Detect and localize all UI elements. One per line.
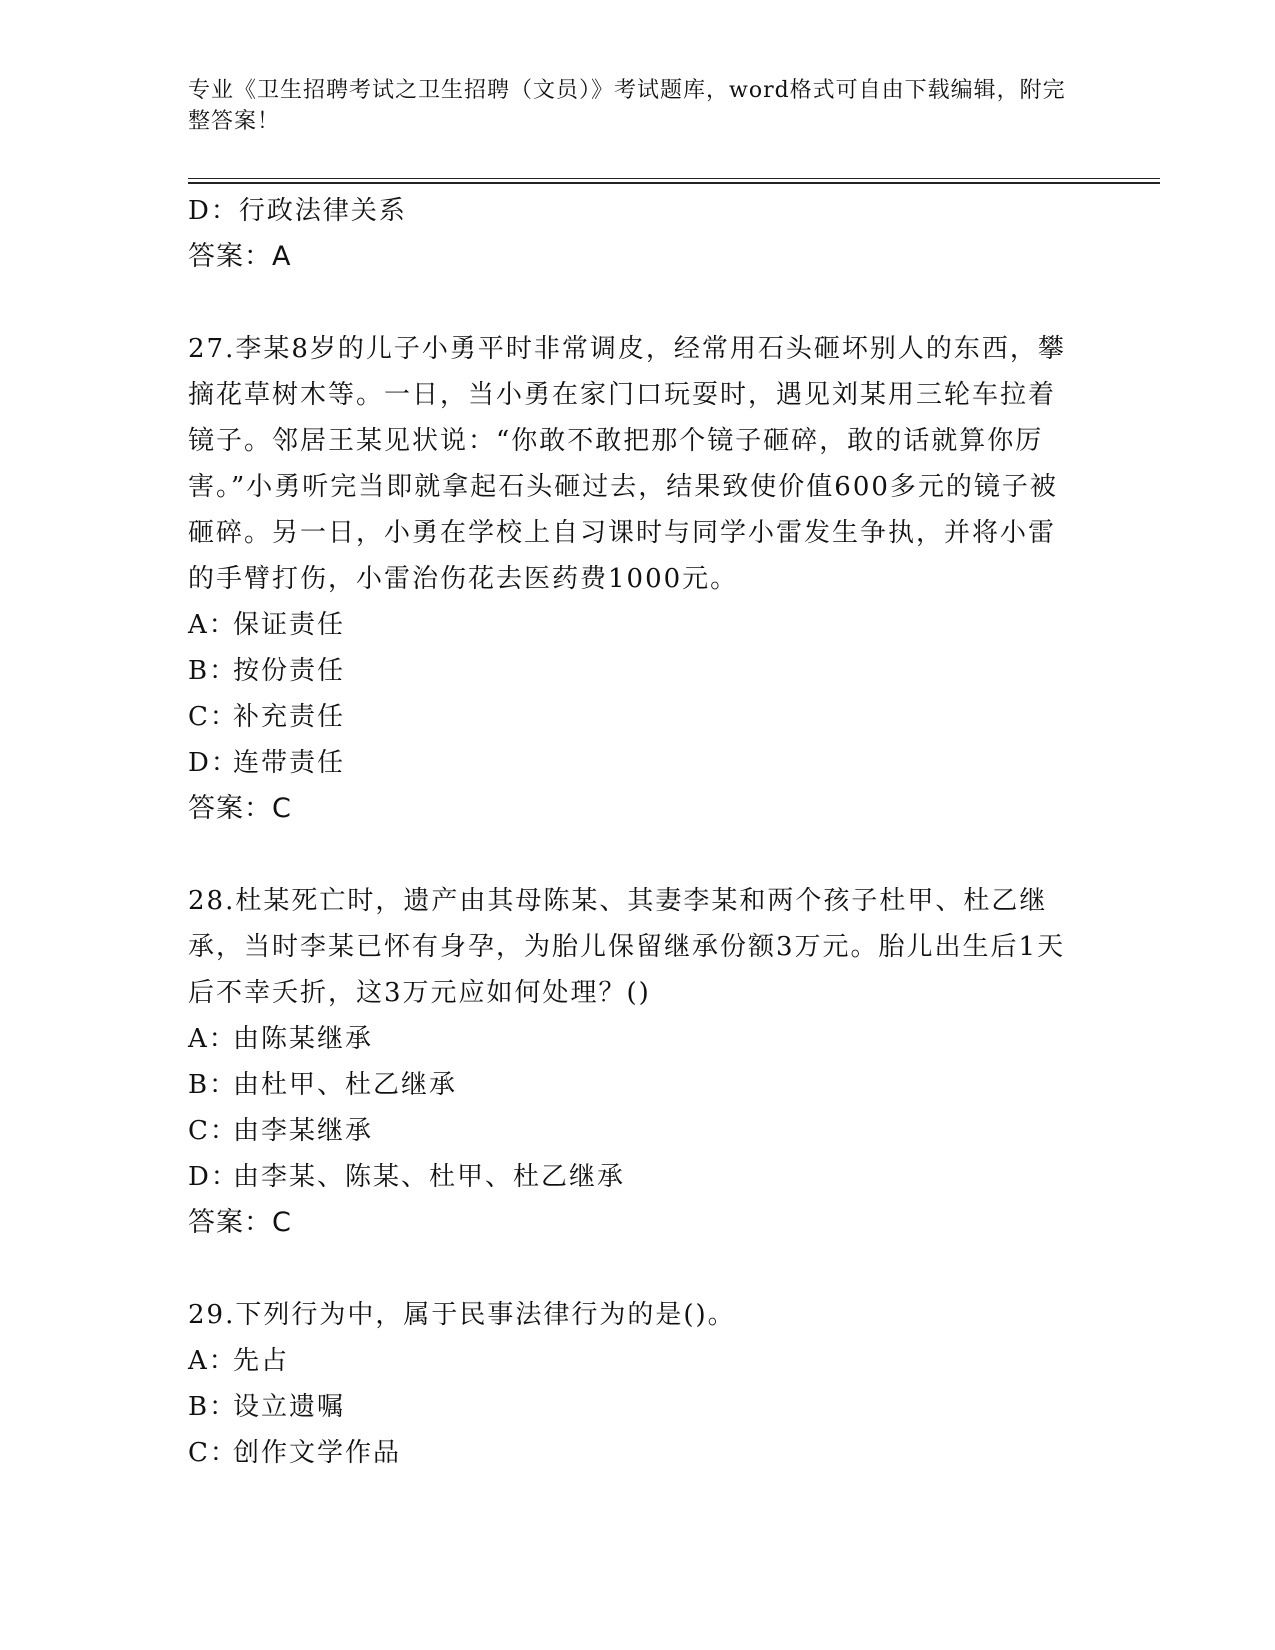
option-key: A：	[188, 610, 237, 640]
question-28-option-a	[188, 1016, 1088, 1062]
question-27-option-a	[188, 602, 1088, 648]
option-key: D：	[188, 748, 239, 778]
prev-answer: 答案：A	[188, 241, 292, 272]
question-28-option-d	[188, 1154, 1088, 1200]
spacer	[188, 280, 1088, 326]
question-28-answer: 答案：C	[188, 1207, 292, 1238]
option-text: 连带责任	[233, 748, 346, 778]
option-key: A：	[188, 1024, 237, 1054]
option-text: 保证责任	[233, 610, 346, 640]
question-29-stem: 29.下列行为中，属于民事法律行为的是()。	[188, 1300, 736, 1330]
option-text: 由李某、陈某、杜甲、杜乙继承	[233, 1162, 626, 1192]
option-text: 由陈某继承	[233, 1024, 374, 1054]
prev-option-d: D：行政法律关系	[188, 196, 407, 226]
option-key: C：	[188, 1438, 238, 1468]
question-list	[188, 188, 1088, 1476]
option-text: 创作文学作品	[233, 1438, 402, 1468]
option-text: 由杜甲、杜乙继承	[233, 1070, 458, 1100]
question-28-option-b	[188, 1062, 1088, 1108]
option-key: B：	[188, 1392, 238, 1422]
header-divider-thick	[188, 182, 1160, 184]
option-key: A：	[188, 1346, 237, 1376]
option-key: B：	[188, 656, 238, 686]
option-text: 设立遗嘱	[233, 1392, 346, 1422]
option-text: 补充责任	[233, 702, 346, 732]
option-key: D：	[188, 1162, 239, 1192]
option-key: C：	[188, 702, 238, 732]
option-text: 由李某继承	[233, 1116, 374, 1146]
spacer	[188, 832, 1088, 878]
question-27-option-c	[188, 694, 1088, 740]
question-27-stem: 27.李某8岁的儿子小勇平时非常调皮，经常用石头砸坏别人的东西，攀摘花草树木等。一日，当小勇在家门口玩耍时，遇见刘某用三轮车拉着镜子。邻居王某见状说：“你敢不敢把那个镜子砸碎，敢的话就算你厉害。”小勇听完当即就拿起石头砸过去，结果致使价值600多元的镜子被砸碎。另一日，小勇在学校上自习课时与同学小雷发生争执，并将小雷的手臂打伤，小雷治伤花去医药费1000元。	[188, 334, 1066, 594]
question-28-option-c	[188, 1108, 1088, 1154]
option-text: 按份责任	[233, 656, 346, 686]
header-divider-thin	[188, 178, 1160, 179]
question-27-option-b	[188, 648, 1088, 694]
option-key: B：	[188, 1070, 238, 1100]
option-key: C：	[188, 1116, 238, 1146]
question-27-option-d	[188, 740, 1088, 786]
option-text: 先占	[233, 1346, 290, 1376]
question-29-option-b	[188, 1384, 1088, 1430]
question-29-option-c	[188, 1430, 1088, 1476]
question-29-option-a	[188, 1338, 1088, 1384]
question-28-stem: 28.杜某死亡时，遗产由其母陈某、其妻李某和两个孩子杜甲、杜乙继承，当时李某已怀有身孕，为胎儿保留继承份额3万元。胎儿出生后1天后不幸夭折，这3万元应如何处理？()	[188, 886, 1066, 1008]
question-27-answer: 答案：C	[188, 793, 292, 824]
page-header: 专业《卫生招聘考试之卫生招聘（文员）》考试题库，word格式可自由下载编辑，附完整答案！	[188, 78, 1066, 134]
spacer	[188, 1246, 1088, 1292]
